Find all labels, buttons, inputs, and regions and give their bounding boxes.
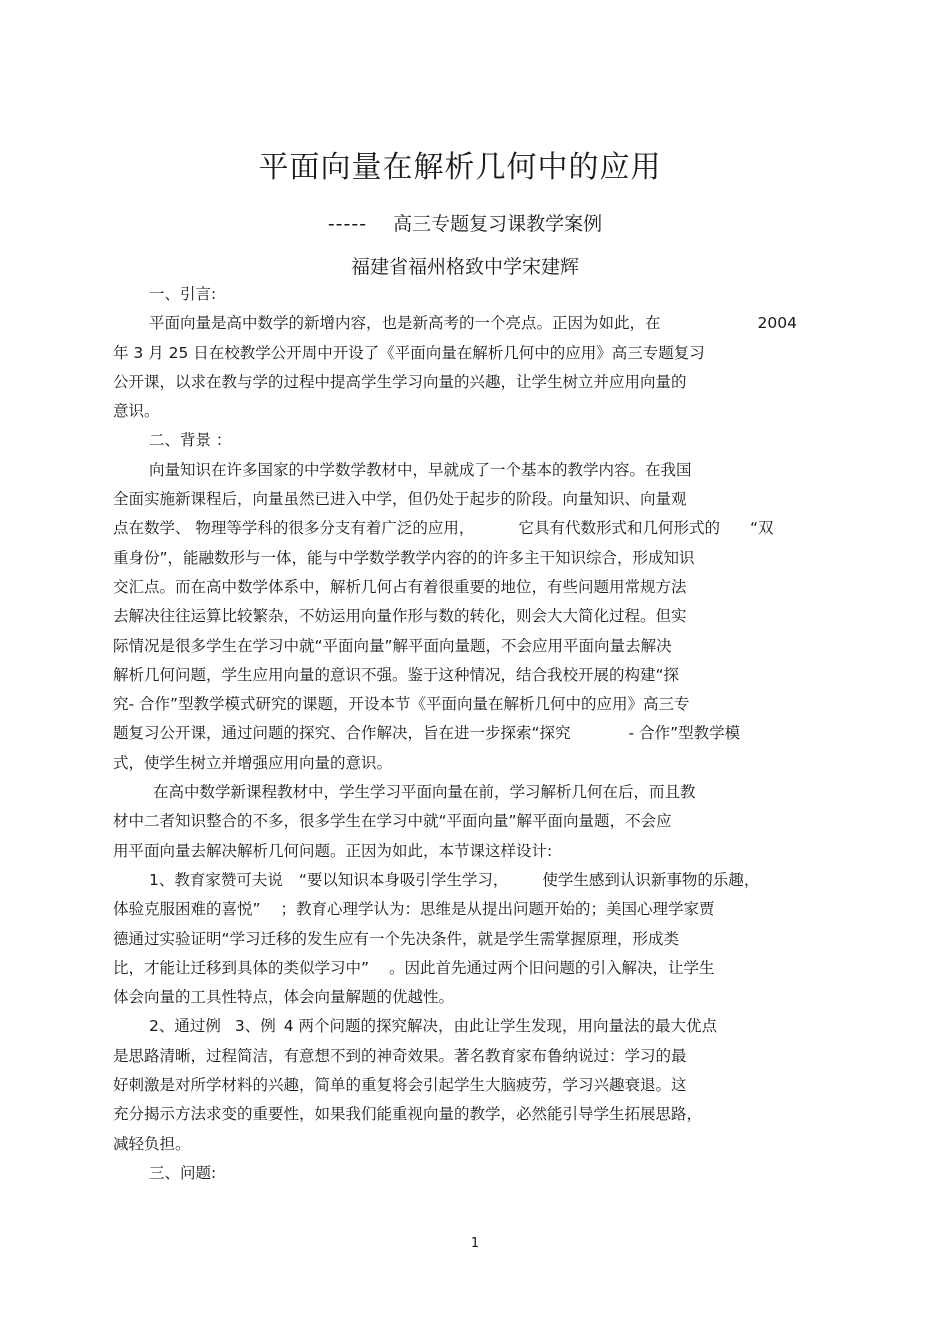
body-line: 年 3 月 25 日在校教学公开周中开设了《平面向量在解析几何中的应用》高三专题复习 [113, 343, 705, 362]
body-line: 点在数学、 物理等学科的很多分支有着广泛的应用， 它具有代数形式和几何形式的 “双 [113, 519, 774, 538]
section-heading-problems: 三、问题: [149, 1163, 217, 1182]
body-line: 用平面向量去解决解析几何问题。正因为如此，本节课这样设计: [113, 841, 553, 860]
body-text [113, 280, 843, 1188]
document-title: 平面向量在解析几何中的应用 [258, 150, 662, 185]
body-line: 究- 合作”型教学模式研究的课题，开设本节《平面向量在解析几何中的应用》高三专 [113, 695, 690, 714]
body-line: 意识。 [113, 402, 160, 421]
body-line: 减轻负担。 [113, 1134, 191, 1153]
body-line: 重身份”，能融数形与一体，能与中学数学教学内容的的许多主干知识综合，形成知识 [113, 548, 695, 567]
body-line: 交汇点。而在高中数学体系中，解析几何占有着很重要的地位，有些问题用常规方法 [113, 577, 687, 596]
section-heading-introduction: 一、引言: [149, 285, 217, 303]
body-line: 题复习公开课，通过问题的探究、合作解决，旨在进一步探索“探究 - 合作”型教学模 [113, 724, 741, 743]
body-line: 2、通过例 3、例 4 两个问题的探究解决，由此让学生发现，用向量法的最大优点 [149, 1017, 718, 1036]
body-line: 在高中数学新课程教材中，学生学习平面向量在前，学习解析几何在后，而且教 [153, 783, 696, 802]
body-line: 德通过实验证明“学习迁移的发生应有一个先决条件，就是学生需掌握原理，形成类 [113, 929, 680, 948]
section-heading-background: 二、背景 ： [149, 431, 232, 450]
body-line: 全面实施新课程后，向量虽然已进入中学，但仍处于起步的阶段。向量知识、向量观 [113, 490, 687, 509]
subtitle-dash: ----- [327, 213, 368, 235]
body-line: 际情况是很多学生在学习中就“平面向量”解平面向量题，不会应用平面向量去解决 [113, 636, 672, 655]
body-line: 是思路清晰，过程简洁，有意想不到的神奇效果。著名教育家布鲁纳说过：学习的最 [113, 1046, 687, 1065]
body-line: 好刺激是对所学材料的兴趣，简单的重复将会引起学生大脑疲劳，学习兴趣衰退。这 [113, 1076, 687, 1095]
body-line: 式，使学生树立并增强应用向量的意识。 [113, 753, 393, 772]
page-number: 1 [470, 1236, 480, 1251]
body-line: 材中二者知识整合的不多，很多学生在学习中就“平面向量”解平面向量题，不会应 [113, 812, 672, 831]
body-line: 平面向量是高中数学的新增内容，也是新高考的一个亮点。正因为如此，在 2004 [149, 314, 797, 333]
body-line: 比，才能让迁移到具体的类似学习中” 。因此首先通过两个旧问题的引入解决，让学生 [113, 958, 715, 977]
subtitle-text: 高三专题复习课教学案例 [393, 213, 603, 235]
body-line: 体会向量的工具性特点，体会向量解题的优越性。 [113, 988, 455, 1007]
body-line: 解析几何问题，学生应用向量的意识不强。鉴于这种情况，结合我校开展的构建“探 [113, 665, 680, 684]
body-line: 充分揭示方法求变的重要性，如果我们能重视向量的教学，必然能引导学生拓展思路， [113, 1105, 703, 1124]
body-line: 体验克服困难的喜悦” ；教育心理学认为：思维是从提出问题开始的；美国心理学家贾 [113, 900, 715, 919]
document-author: 福建省福州格致中学宋建辉 [350, 256, 579, 278]
body-line: 1、教育家赞可夫说 “要以知识本身吸引学生学习， 使学生感到认识新事物的乐趣， [149, 870, 760, 889]
body-line: 向量知识在许多国家的中学数学教材中，早就成了一个基本的教学内容。在我国 [149, 460, 692, 479]
document-subtitle [0, 210, 930, 238]
body-line: 去解决往往运算比较繁杂，不妨运用向量作形与数的转化，则会大大简化过程。但实 [113, 607, 687, 626]
body-line: 公开课，以求在教与学的过程中提高学生学习向量的兴趣，让学生树立并应用向量的 [113, 372, 687, 391]
